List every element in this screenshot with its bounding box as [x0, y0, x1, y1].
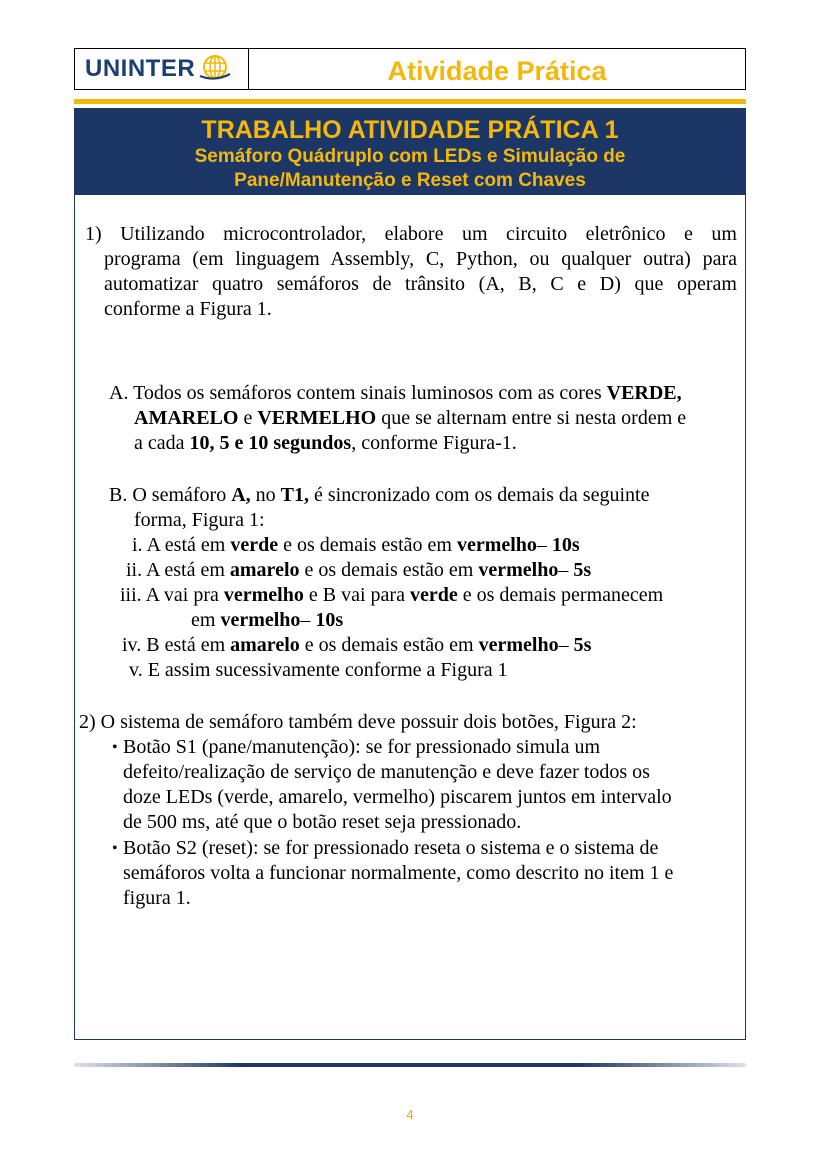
activity-box — [74, 108, 746, 1040]
text-span: – — [536, 534, 552, 556]
text-span: E assim sucessivamente conforme a Figura 1 — [142, 659, 508, 681]
text-span: B está em — [141, 634, 231, 656]
banner-title: TRABALHO ATIVIDADE PRÁTICA 1 — [201, 116, 619, 144]
bold-span: VERMELHO — [257, 407, 377, 429]
text-span: que se alternam entre si nesta ordem e — [376, 407, 687, 429]
text-span: – — [558, 559, 574, 581]
q2-line1: 2) O sistema de semáforo também deve possuir dois botões, Figura 2: — [79, 711, 637, 733]
text-span: A está em — [142, 559, 230, 581]
item-a-line2 — [134, 406, 739, 431]
s2-line3: figura 1. — [123, 887, 191, 909]
bold-span: T1, — [280, 484, 309, 506]
text-span: – — [558, 634, 574, 656]
bold-span: vermelho — [456, 534, 537, 556]
list-number: iv. — [122, 634, 142, 656]
s1-line3: doze LEDs (verde, amarelo, vermelho) piscarem juntos em intervalo — [123, 786, 672, 808]
item-b-v — [129, 658, 508, 683]
bold-span: vermelho — [478, 559, 559, 581]
bold-span: 5s — [573, 559, 592, 581]
q1-line4: conforme a Figura 1. — [104, 298, 272, 320]
list-number: i. — [132, 534, 143, 556]
text-span: a cada — [134, 432, 190, 454]
bold-span: amarelo — [229, 559, 300, 581]
s2-line1: Botão S2 (reset): se for pressionado reseta o sistema e o sistema de — [123, 837, 659, 859]
text-span: , conforme Figura-1. — [351, 432, 517, 454]
bold-span: amarelo — [230, 634, 300, 656]
bold-span: 10s — [315, 609, 344, 631]
bold-span: VERDE, — [606, 382, 682, 404]
bold-span: A, — [231, 484, 251, 506]
bullet-icon: • — [112, 840, 118, 857]
globe-logo-icon — [198, 52, 232, 82]
item-b-line2: forma, Figura 1: — [134, 509, 265, 531]
page-number: 4 — [406, 1107, 414, 1122]
bullet-icon: • — [112, 739, 118, 756]
footer-divider — [74, 1063, 746, 1067]
bold-span: 5s — [573, 634, 592, 656]
bold-span: verde — [409, 584, 458, 606]
text-span: e B vai para — [303, 584, 410, 606]
page-header — [74, 48, 746, 90]
list-number: ii. — [126, 559, 143, 581]
list-number: v. — [129, 659, 143, 681]
q1-line2: programa (em linguagem Assembly, C, Python, ou qualquer outra) para — [104, 248, 737, 270]
bold-span: vermelho — [223, 584, 304, 606]
text-span: A está em — [142, 534, 231, 556]
bold-span: verde — [230, 534, 279, 556]
text-span: B. O semáforo — [109, 484, 232, 506]
logo — [75, 49, 249, 89]
list-number: iii. — [120, 584, 142, 606]
bold-span: 10, 5 e 10 segundos — [189, 432, 352, 454]
item-a-line3 — [134, 431, 517, 456]
s2-line2: semáforos volta a funcionar normalmente, como descrito no item 1 e — [123, 862, 674, 884]
text-span: A. Todos os semáforos contem sinais luminosos com as cores — [109, 382, 607, 404]
text-span: e os demais estão em — [299, 634, 479, 656]
text-span: no — [250, 484, 281, 506]
item-b-iv — [122, 633, 591, 658]
text-span: A vai pra — [141, 584, 224, 606]
q1-line3: automatizar quatro semáforos de trânsito (A, B, C e D) que operam — [104, 273, 737, 295]
text-span: – — [300, 609, 316, 631]
text-span: e os demais estão em — [299, 559, 479, 581]
text-span: e os demais permanecem — [457, 584, 664, 606]
text-span: é sincronizado com os demais da seguinte — [309, 484, 650, 506]
s1-line2: defeito/realização de serviço de manutenção e deve fazer todos os — [123, 761, 650, 783]
item-b-i — [132, 533, 580, 558]
bold-span: 10s — [551, 534, 580, 556]
logo-text: UNINTER — [85, 55, 196, 82]
text-span: e os demais estão em — [278, 534, 457, 556]
s1-line4: de 500 ms, até que o botão reset seja pressionado. — [123, 811, 522, 833]
item-a-line1 — [109, 381, 739, 406]
header-title: Atividade Prática — [387, 55, 607, 86]
s1-line1: Botão S1 (pane/manutenção): se for pressionado simula um — [123, 736, 601, 758]
text-span: e — [238, 407, 258, 429]
activity-content — [75, 109, 745, 1039]
item-b-iii-cont — [191, 608, 343, 633]
bold-span: vermelho — [478, 634, 559, 656]
q1-line1: 1) Utilizando microcontrolador, elabore um circuito eletrônico e um — [85, 223, 737, 245]
bold-span: vermelho — [220, 609, 301, 631]
item-b-ii — [126, 558, 591, 583]
text-span: em — [191, 609, 221, 631]
item-b-iii — [120, 583, 663, 608]
item-b-line1 — [109, 483, 649, 508]
header-divider — [74, 99, 746, 104]
bold-span: AMARELO — [134, 407, 239, 429]
banner-subtitle-line1: Semáforo Quádruplo com LEDs e Simulação de — [194, 146, 626, 167]
banner-subtitle-line2: Pane/Manutenção e Reset com Chaves — [234, 170, 586, 191]
